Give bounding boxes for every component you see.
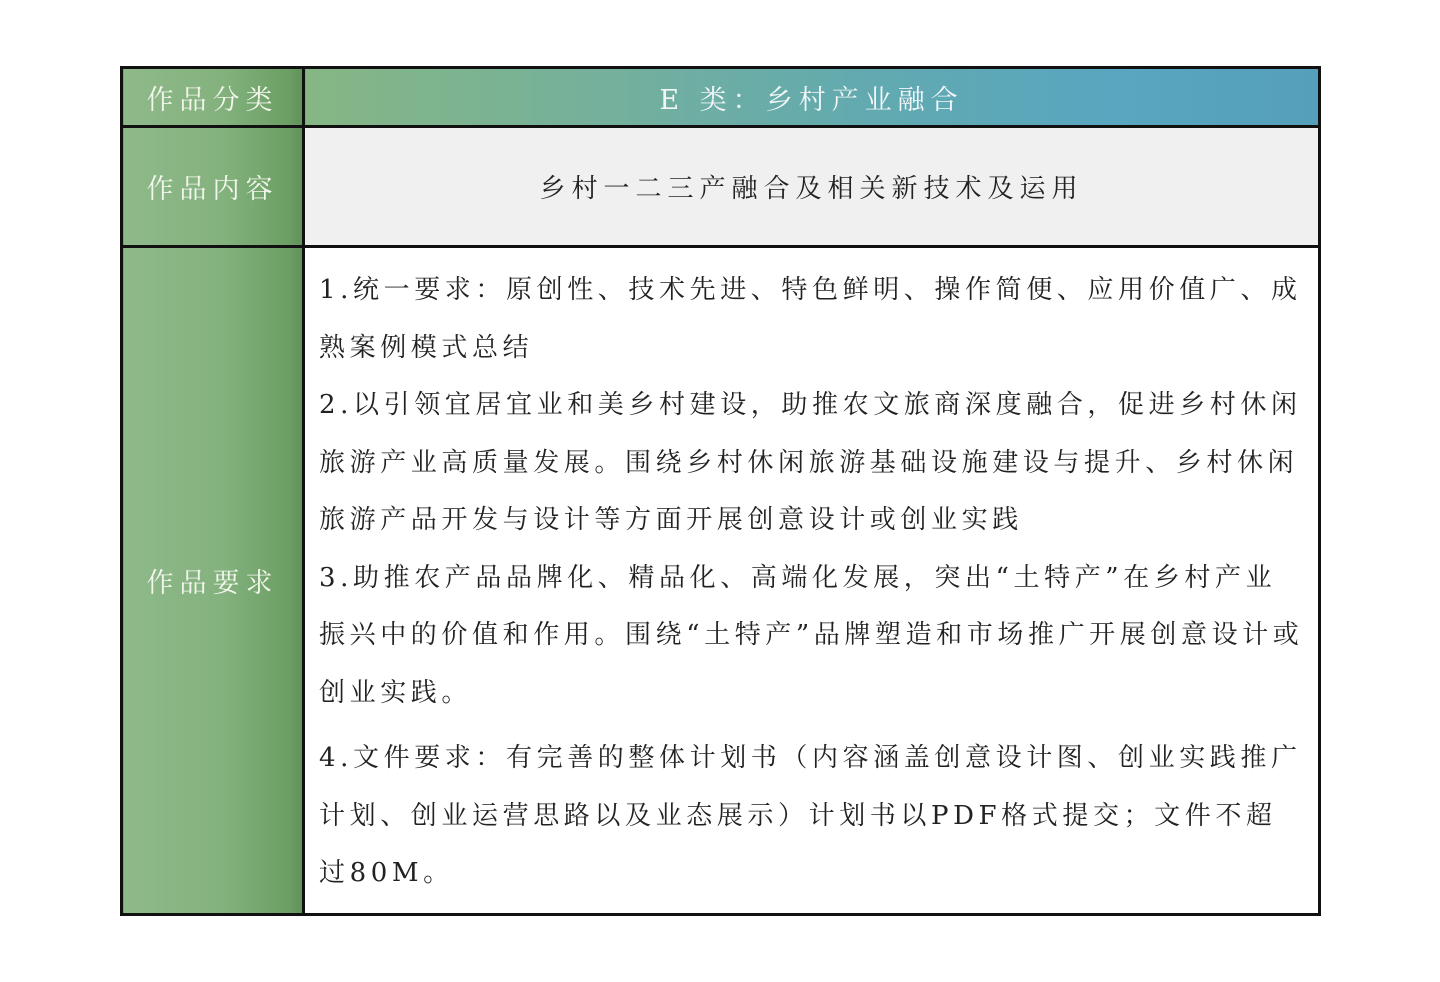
table-row-content <box>122 127 1320 247</box>
table-row-requirements <box>122 247 1320 915</box>
requirements-list <box>304 247 1320 915</box>
table-row-category <box>122 68 1320 127</box>
content-value: 乡村一二三产融合及相关新技术及运用 <box>304 127 1320 247</box>
competition-category-table <box>120 66 1321 916</box>
requirement-item-2: 2.以引领宜居宜业和美乡村建设，助推农文旅商深度融合，促进乡村休闲旅游产业高质量发展。围绕乡村休闲旅游基础设施建设与提升、乡村休闲旅游产品开发与设计等方面开展创意设计或创业实践 <box>319 390 1302 535</box>
requirement-item-3: 3.助推农产品品牌化、精品化、高端化发展，突出“土特产”在乡村产业振兴中的价值和作用。围绕“土特产”品牌塑造和市场推广开展创意设计或创业实践。 <box>319 562 1304 708</box>
category-label: 作品分类 <box>122 68 304 127</box>
requirement-item-1: 1.统一要求：原创性、技术先进、特色鲜明、操作简便、应用价值广、成熟案例模式总结 <box>319 275 1302 363</box>
content-label: 作品内容 <box>122 127 304 247</box>
requirement-item-4: 4.文件要求：有完善的整体计划书（内容涵盖创意设计图、创业实践推广计划、创业运营思路以及业态展示）计划书以PDF格式提交；文件不超过80M。 <box>319 743 1302 888</box>
category-value: E 类：乡村产业融合 <box>304 68 1320 127</box>
requirements-label: 作品要求 <box>122 247 304 915</box>
